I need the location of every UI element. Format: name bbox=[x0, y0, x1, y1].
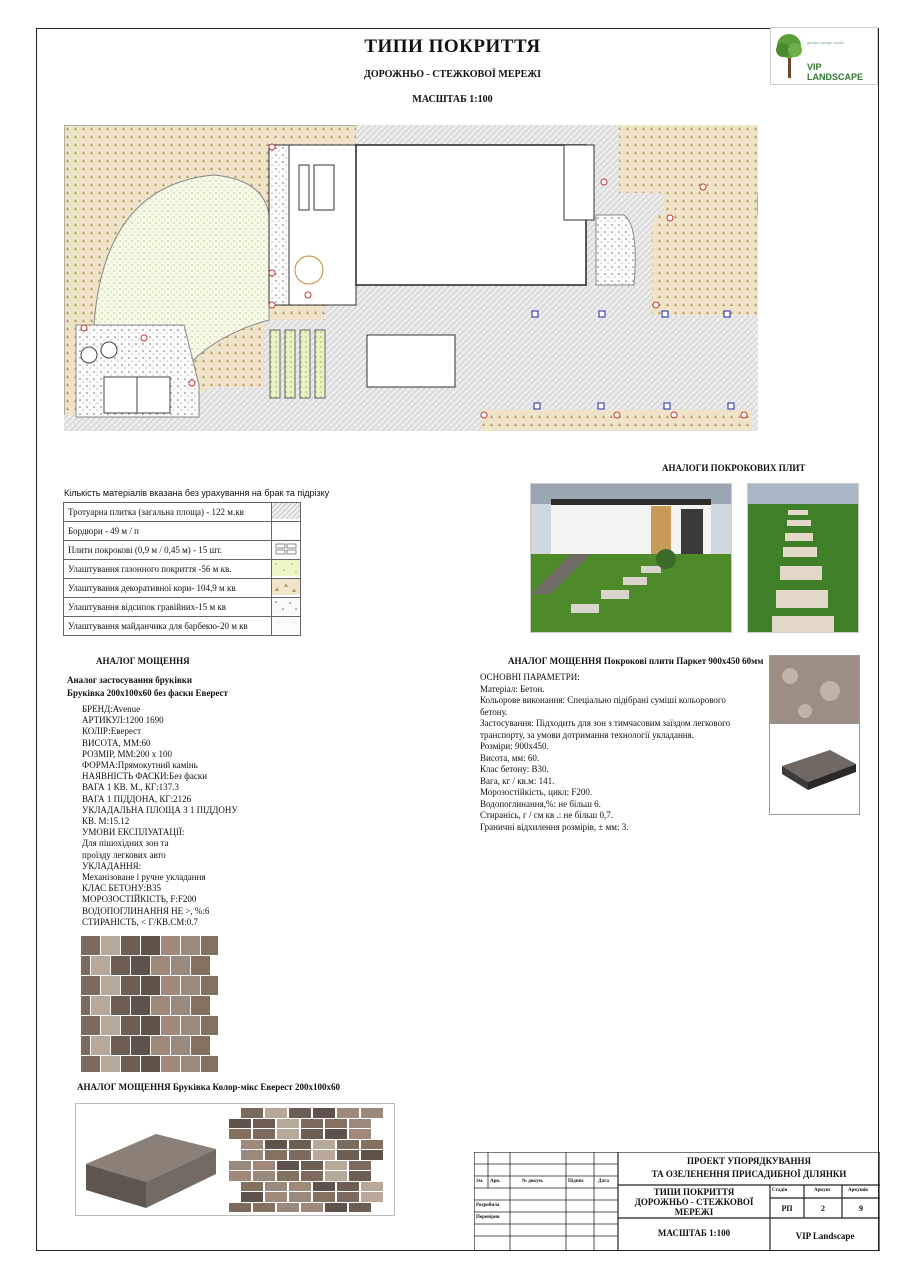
col-date: Дата bbox=[598, 1179, 609, 1184]
sheet-title: ТИПИ ПОКРИТТЯ ДОРОЖНЬО - СТЕЖКОВОЇ МЕРЕЖІ bbox=[634, 1187, 754, 1217]
legend-row bbox=[64, 541, 301, 560]
legend-label: Улаштування декоративної кори- 104,9 м кв bbox=[64, 579, 272, 598]
stage-label: Стадія bbox=[772, 1188, 788, 1193]
developed-label: Розробила bbox=[476, 1203, 500, 1208]
legend-label: Плити покрокові (0,9 м / 0,45 м) - 15 шт. bbox=[64, 541, 272, 560]
spec-line: ВАГА 1 ПІДДОНА, КГ:2126 bbox=[82, 793, 192, 804]
col-kol: Арк. bbox=[490, 1179, 501, 1184]
legend-label: Бордюри - 49 м / п bbox=[64, 522, 272, 541]
legend-swatch bbox=[272, 598, 301, 617]
colormix-heading: АНАЛОГ МОЩЕННЯ Бруківка Колор-мікс Еверест 200х100х60 bbox=[77, 1082, 340, 1092]
slab-analog-heading: АНАЛОГ МОЩЕННЯ Покрокові плити Паркет 900х450 60мм bbox=[508, 656, 764, 666]
spec-line: ВАГА 1 КВ. М., КГ:137.3 bbox=[82, 782, 179, 793]
spec-line: РОЗМІР, ММ:200 x 100 bbox=[82, 748, 173, 759]
paving-texture-image bbox=[81, 936, 218, 1072]
sheet-value: 2 bbox=[821, 1204, 825, 1213]
spec-line: Клас бетону: В30. bbox=[480, 764, 549, 774]
checked-label: Перевірив bbox=[476, 1215, 500, 1220]
sheets-label: Аркушів bbox=[848, 1188, 869, 1193]
legend-swatch bbox=[272, 522, 301, 541]
stepping-slabs-photo-1 bbox=[530, 483, 732, 633]
spec-line: Вага, кг / кв.м: 141. bbox=[480, 775, 555, 786]
colormix-image bbox=[75, 1103, 395, 1216]
title-block bbox=[474, 1152, 880, 1251]
spec-line: Стиранісь, г / см кв .: не більш 0,7. bbox=[480, 810, 613, 820]
paving-specs-list bbox=[82, 704, 238, 928]
spec-line: СТИРАНІСТЬ, < Г/КВ.СМ:0.7 bbox=[82, 916, 199, 927]
legend-swatch bbox=[272, 617, 301, 636]
logo-text: VIP LANDSCAPE bbox=[807, 62, 864, 82]
tree-icon bbox=[773, 30, 807, 82]
spec-line: КВ. М:15.12 bbox=[82, 816, 130, 827]
spec-line: транспорту, за умови дотримання технології укладання. bbox=[480, 729, 695, 740]
spec-line: УКЛАДАЛЬНА ПЛОЩА З 1 ПІДДОНУ bbox=[82, 804, 238, 815]
legend-swatch bbox=[272, 503, 301, 522]
legend-swatch bbox=[272, 541, 301, 560]
legend-label: Улаштування відсипок гравійних-15 м кв bbox=[64, 598, 272, 617]
spec-line: Морозостійкість, цикл: F200. bbox=[480, 787, 593, 797]
company-logo: garden design studio VIP LANDSCAPE bbox=[770, 27, 878, 85]
spec-line: ОСНОВНІ ПАРАМЕТРИ: bbox=[480, 672, 580, 682]
page-scale: МАСШТАБ 1:100 bbox=[412, 94, 493, 105]
legend-row bbox=[64, 560, 301, 579]
legend-label: Улаштування газонного покриття -56 м кв. bbox=[64, 560, 272, 579]
spec-line: Висота, мм: 60. bbox=[480, 752, 540, 763]
spec-line: БРЕНД:Avenue bbox=[82, 704, 141, 714]
spec-line: Кольорове виконання: Спеціально підібрані суміші кольорового bbox=[480, 695, 726, 705]
company-name: VIP Landscape bbox=[795, 1231, 855, 1241]
paving-analog-subheading-1: Аналог застосування бруківки bbox=[67, 675, 193, 685]
legend-swatch bbox=[272, 560, 301, 579]
sheet-scale: МАСШТАБ 1:100 bbox=[657, 1228, 731, 1238]
spec-line: Граничні відхилення розмірів, ± мм: 3. bbox=[480, 821, 629, 832]
site-plan bbox=[64, 125, 758, 431]
col-izm: Зм. bbox=[476, 1179, 484, 1184]
stepping-slabs-photo-2 bbox=[747, 483, 859, 633]
spec-line: НАЯВНІСТЬ ФАСКИ:Без фаски bbox=[82, 771, 208, 782]
spec-line: УМОВИ ЕКСПЛУАТАЦІЇ: bbox=[82, 827, 185, 838]
sheets-value: 9 bbox=[859, 1204, 863, 1213]
slab-sample-image bbox=[769, 655, 860, 815]
spec-line: УКЛАДАННЯ: bbox=[82, 860, 142, 871]
spec-line: ВОДОПОГЛИНАННЯ НЕ >, %:6 bbox=[82, 905, 210, 916]
col-doc: № докум. bbox=[522, 1179, 544, 1184]
spec-line: КОЛІР:Еверест bbox=[82, 726, 142, 737]
col-sign: Підпис bbox=[568, 1179, 584, 1184]
project-title: ПРОЕКТ УПОРЯДКУВАННЯ ТА ОЗЕЛЕНЕННЯ ПРИСАДИБНОЇ ДІЛЯНКИ bbox=[651, 1156, 847, 1179]
sheet-label: Аркуш bbox=[814, 1188, 830, 1193]
spec-line: проїзду легкових авто bbox=[82, 849, 166, 860]
spec-line: ФОРМА:Прямокутний камінь bbox=[82, 760, 198, 771]
legend-row bbox=[64, 503, 301, 522]
spec-line: АРТИКУЛ:1200 1690 bbox=[82, 715, 164, 726]
spec-line: ВИСОТА, ММ:60 bbox=[82, 737, 151, 748]
legend-label: Тротуарна плитка (загальна площа) - 122 м.кв bbox=[64, 503, 272, 522]
spec-line: Розміри: 900х450. bbox=[480, 741, 549, 751]
paving-analog-heading: АНАЛОГ МОЩЕННЯ bbox=[96, 656, 190, 666]
materials-legend bbox=[63, 502, 301, 636]
legend-swatch bbox=[272, 579, 301, 598]
legend-row bbox=[64, 522, 301, 541]
spec-line: КЛАС БЕТОНУ:В35 bbox=[82, 883, 161, 894]
materials-note: Кількість матеріалів вказана без урахування на брак та підрізку bbox=[64, 488, 330, 498]
slab-specs-list bbox=[480, 672, 770, 833]
spec-line: МОРОЗОСТІЙКІСТЬ, F:F200 bbox=[82, 894, 197, 905]
paving-analog-subheading-2: Бруківка 200х100х60 без фаски Еверест bbox=[67, 688, 228, 698]
legend-row bbox=[64, 598, 301, 617]
stage-value: РП bbox=[781, 1204, 793, 1213]
analog-plates-heading: АНАЛОГИ ПОКРОКОВИХ ПЛИТ bbox=[662, 463, 806, 473]
legend-row bbox=[64, 579, 301, 598]
page-title: ТИПИ ПОКРИТТЯ bbox=[364, 36, 541, 57]
spec-line: Механізоване і ручне укладання bbox=[82, 872, 206, 883]
legend-row bbox=[64, 617, 301, 636]
legend-label: Улаштування майданчика для барбекю-20 м кв bbox=[64, 617, 272, 636]
spec-line: Водопоглинання,%: не більш 6. bbox=[480, 798, 601, 809]
spec-line: бетону. bbox=[480, 706, 508, 717]
spec-line: Матеріал: Бетон. bbox=[480, 683, 545, 694]
page-subtitle: ДОРОЖНЬО - СТЕЖКОВОЇ МЕРЕЖІ bbox=[363, 69, 542, 80]
spec-line: Застосування: Підходить для зон з тимчасовим заїздом легкового bbox=[480, 718, 731, 728]
spec-line: Для пішохідних зон та bbox=[82, 838, 169, 849]
